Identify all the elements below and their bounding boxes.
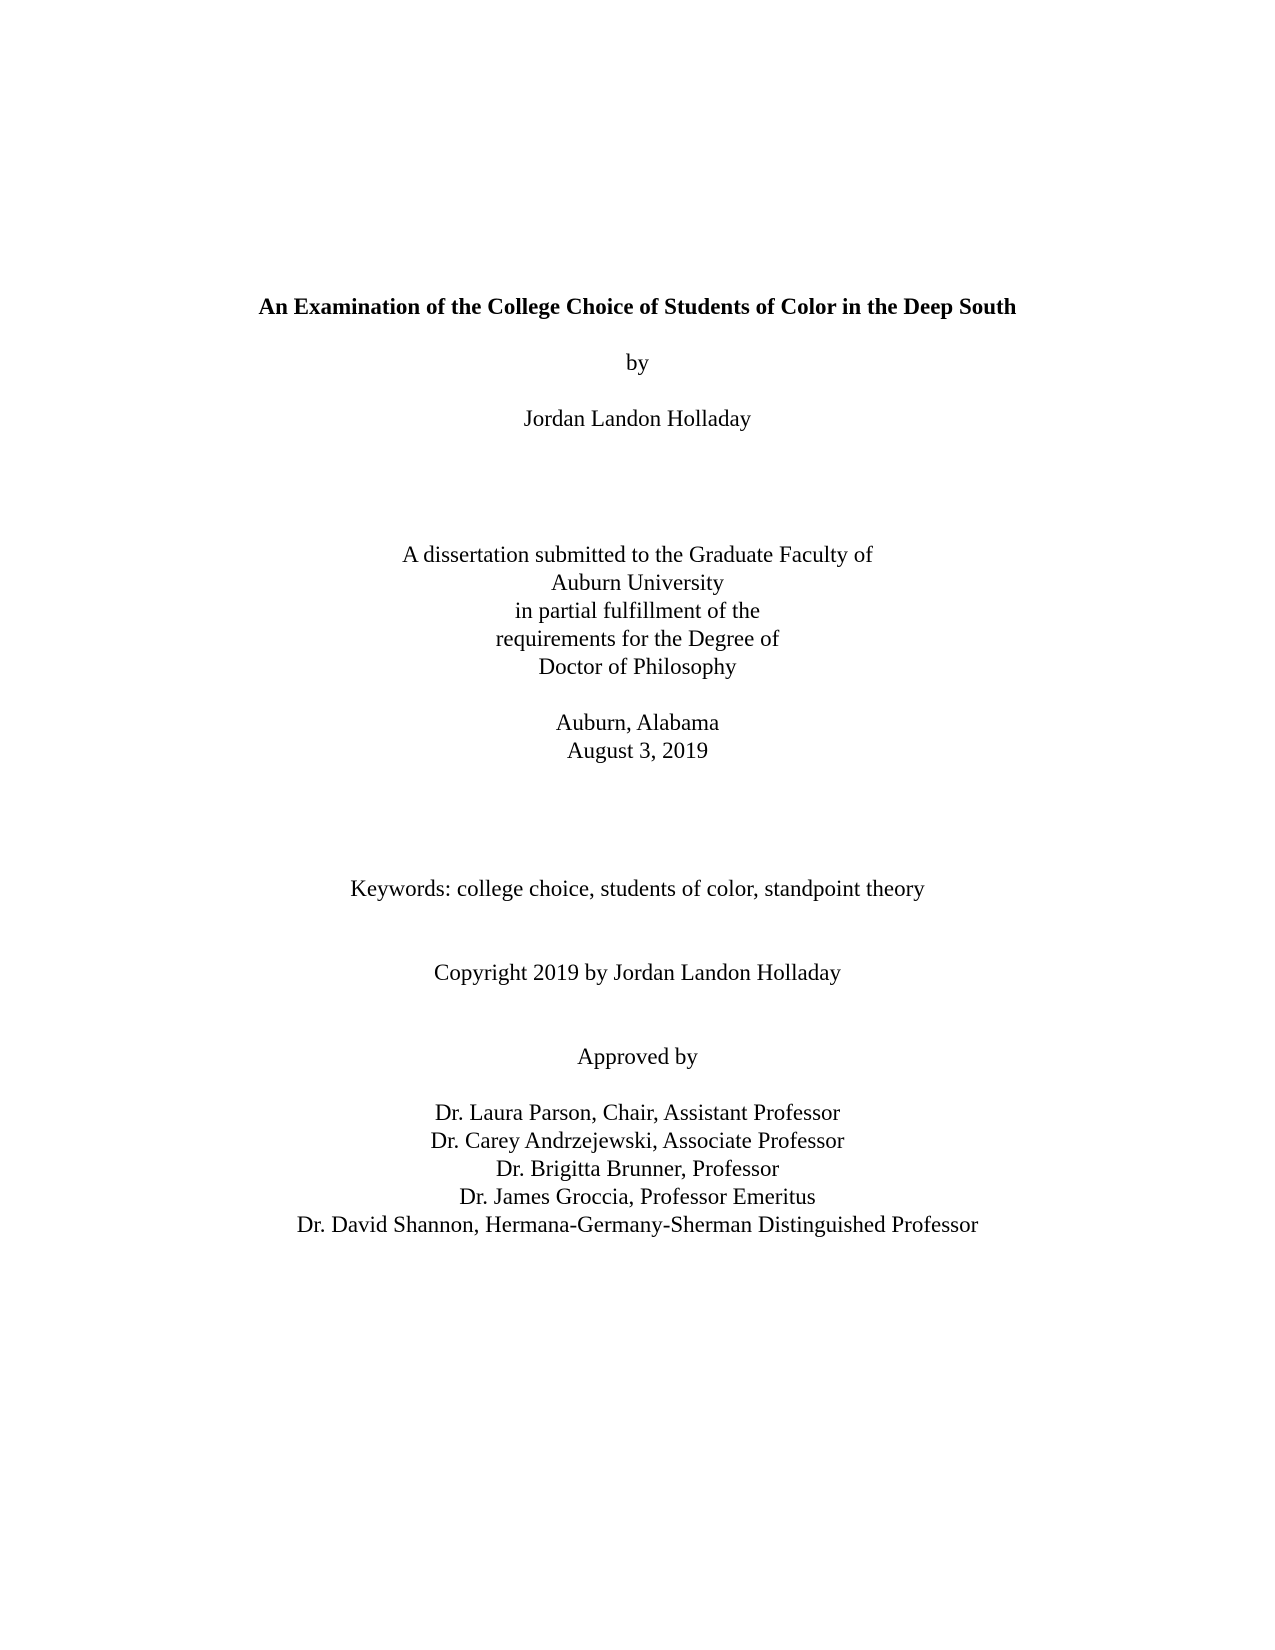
submission-line-5: Doctor of Philosophy (538, 654, 737, 679)
committee-member-1: Dr. Laura Parson, Chair, Assistant Professor (434, 1100, 841, 1125)
submission-line-4: requirements for the Degree of (495, 626, 780, 651)
author-name: Jordan Landon Holladay (523, 406, 752, 431)
copyright: Copyright 2019 by Jordan Landon Holladay (434, 960, 841, 985)
submission-line-3: in partial fulfillment of the (514, 598, 761, 623)
dissertation-title: An Examination of the College Choice of Students of Color in the Deep South (258, 294, 1017, 319)
by-label: by (626, 350, 649, 375)
committee-member-2: Dr. Carey Andrzejewski, Associate Professor (430, 1128, 845, 1153)
keywords: Keywords: college choice, students of color, standpoint theory (350, 876, 925, 901)
date: August 3, 2019 (566, 738, 709, 763)
committee-member-5: Dr. David Shannon, Hermana-Germany-Sherman Distinguished Professor (296, 1212, 979, 1237)
committee-member-4: Dr. James Groccia, Professor Emeritus (459, 1184, 816, 1209)
submission-line-1: A dissertation submitted to the Graduate Faculty of (402, 542, 873, 567)
committee-member-3: Dr. Brigitta Brunner, Professor (495, 1156, 780, 1181)
place: Auburn, Alabama (555, 710, 720, 735)
submission-line-2: Auburn University (550, 570, 725, 595)
approved-by-label: Approved by (577, 1044, 698, 1069)
